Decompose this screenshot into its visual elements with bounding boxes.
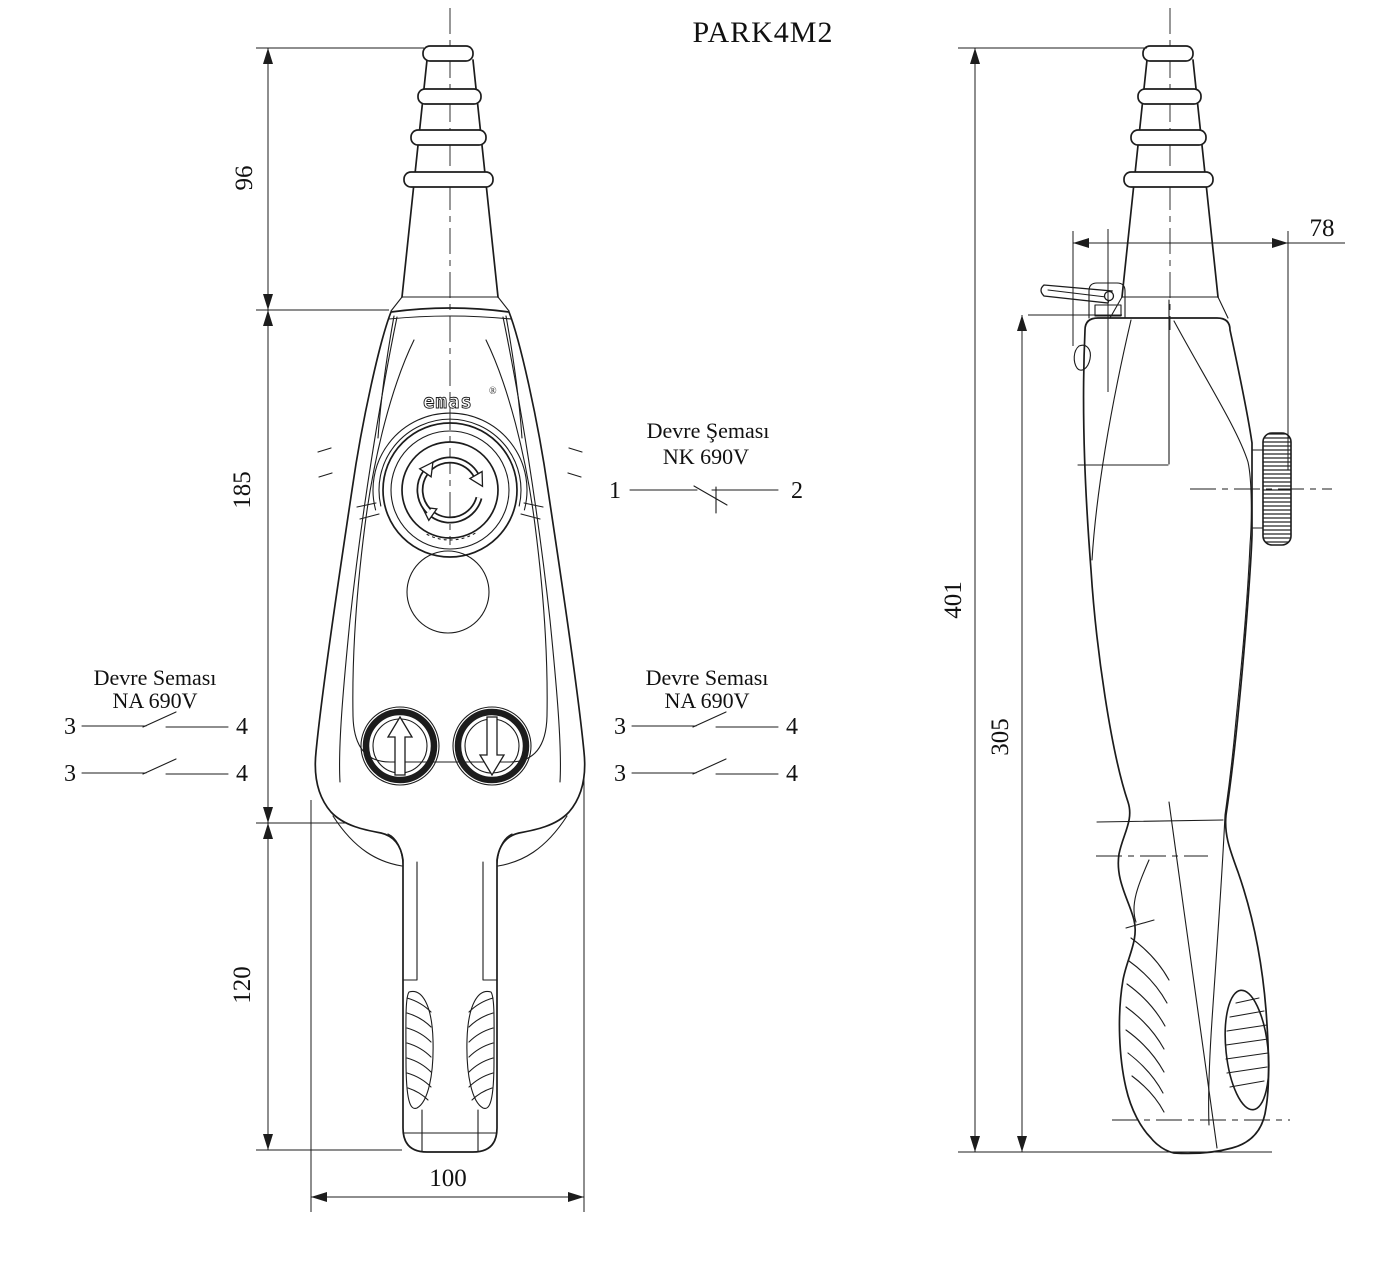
no-left-title-line1: Devre Seması [93,665,217,690]
no-contact-symbol [82,759,228,774]
keyhole-detail [1074,345,1090,370]
schematic-nc [609,418,803,513]
no-contact-symbol [82,712,228,727]
front-body-outline [315,308,584,1152]
schematic-no-right [614,665,798,787]
no-left-title-line2: NA 690V [112,688,198,713]
up-arrow-icon [388,717,412,775]
no-right-title-line1: Devre Seması [645,665,769,690]
side-view [1041,8,1332,1153]
down-arrow-icon [480,717,504,775]
schematic-no-left [64,665,248,787]
no-left-r1-t4: 4 [236,714,248,740]
dim-gland-height: 96 [231,165,258,191]
nc-terminal-1: 1 [609,478,621,504]
nc-contact-symbol [630,486,778,513]
dim-width: 100 [429,1165,467,1192]
estop-head-side [1190,433,1332,545]
nc-title-line2: NK 690V [662,444,750,469]
no-right-r2-t4: 4 [786,761,798,787]
down-button [453,707,531,785]
no-left-r2-t3: 3 [64,761,76,787]
no-right-title-line2: NA 690V [664,688,750,713]
grip-pad-right [467,991,494,1108]
grip-pad-left [406,991,433,1108]
front-view [315,8,584,1152]
dim-side-body-height: 305 [987,718,1014,756]
side-dimensions [940,48,1345,1152]
dim-total-height: 401 [940,581,967,619]
nc-title-line1: Devre Şeması [646,418,770,443]
cable-gland-side [1110,46,1228,318]
dim-depth: 78 [1309,215,1335,242]
no-right-r1-t4: 4 [786,714,798,740]
nc-terminal-2: 2 [791,478,803,504]
no-left-r2-t4: 4 [236,761,248,787]
registered-mark: ® [489,386,497,397]
dim-body-height: 185 [229,471,256,509]
brand-logo: emas [423,391,473,413]
side-grip-ribs [1126,938,1169,1112]
no-right-r1-t3: 3 [614,714,626,740]
rotate-release-arrows-icon [420,460,483,520]
up-button [361,707,439,785]
no-contact-symbol [632,759,778,774]
spare-hole [407,551,489,633]
drawing-title: PARK4M2 [692,16,834,49]
no-right-r2-t3: 3 [614,761,626,787]
no-contact-symbol [632,712,778,727]
cable-latch-lever [1041,229,1125,392]
front-handle [388,834,512,1151]
no-left-r1-t3: 3 [64,714,76,740]
front-dimensions [229,48,584,1212]
dim-handle-height: 120 [229,966,256,1004]
